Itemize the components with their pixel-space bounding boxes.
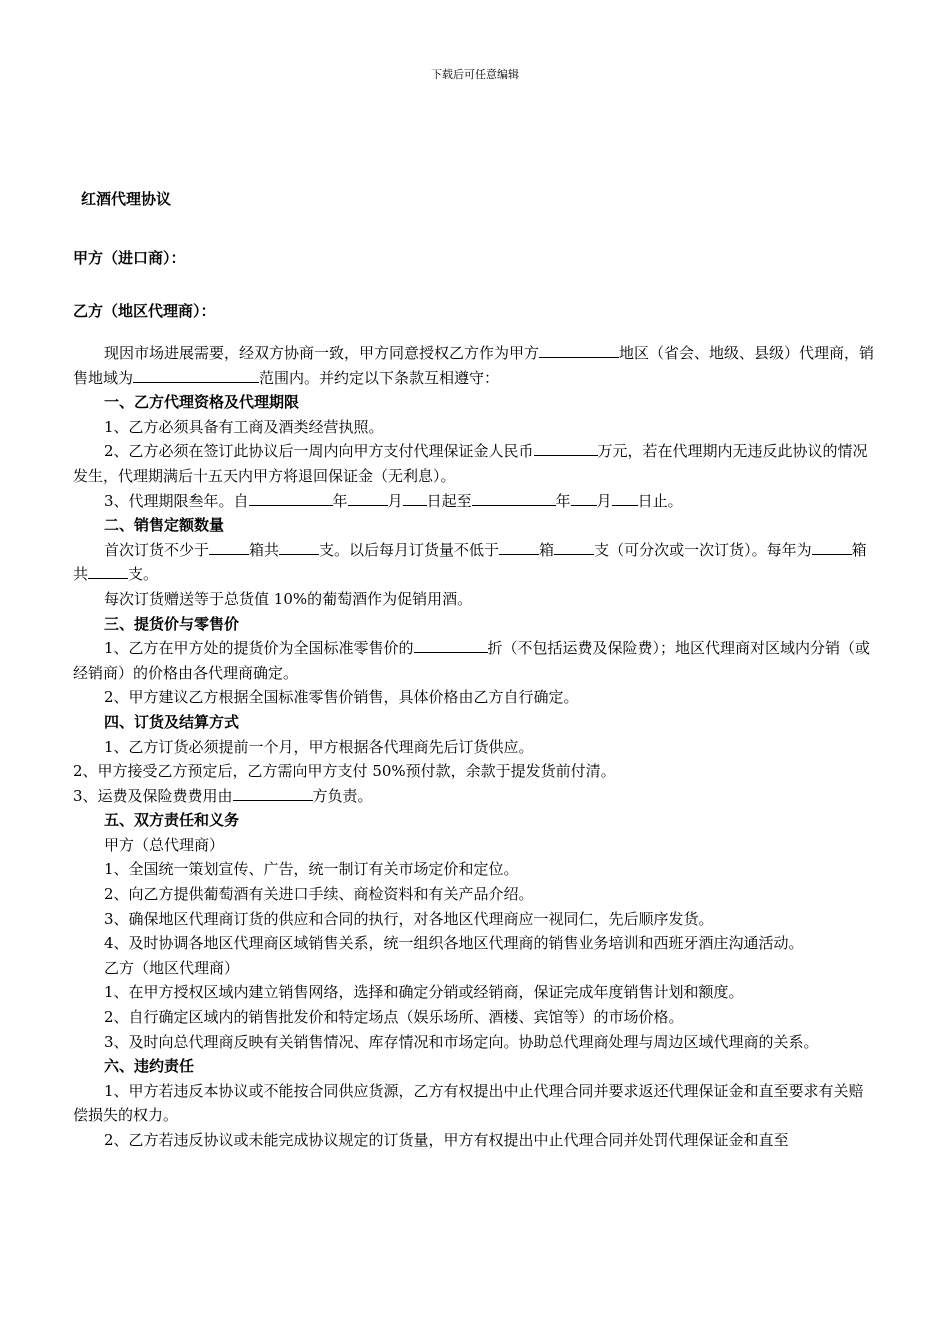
section-2-paragraph-1: [73, 538, 878, 587]
section-2-paragraph-2: 每次订货赠送等于总货值 10%的葡萄酒作为促销用酒。: [104, 589, 473, 608]
document-body: [73, 188, 878, 1153]
s2-text-b: 箱共: [249, 540, 280, 559]
blank-monthly-bottles: [554, 540, 594, 555]
party-a-duty-3: 3、确保地区代理商订货的供应和合同的执行，对各地区代理商应一视同仁，先后顺序发货。: [104, 909, 714, 928]
section-3-item-2: 2、甲方建议乙方根据全国标准零售价销售，具体价格由乙方自行确定。: [104, 688, 579, 707]
blank-end-month: [571, 491, 597, 506]
agreement-text: [73, 341, 878, 1153]
blank-deposit-amount: [534, 441, 598, 456]
blank-yearly-cases: [812, 540, 852, 555]
s1-i3-text-c: 月: [387, 491, 403, 510]
intro-text-1: 现因市场进展需要，经双方协商一致，甲方同意授权乙方作为甲方: [104, 344, 540, 362]
party-b-duty-3: 3、及时向总代理商反映有关销售情况、库存情况和市场定向。协助总代理商处理与周边区域代理商的关系。: [104, 1032, 819, 1051]
blank-yearly-bottles: [88, 564, 128, 579]
document-title: 红酒代理协议: [81, 190, 172, 208]
s2-text-a: 首次订货不少于: [104, 540, 210, 559]
section-6-item-1: 1、甲方若违反本协议或不能按合同供应货源，乙方有权提出中止代理合同并要求返还代理保证金和直至要求有关赔偿损失的权力。: [73, 1081, 864, 1125]
blank-end-day: [612, 491, 638, 506]
section-5-heading: 五、双方责任和义务: [104, 811, 240, 830]
s1-i3-text-g: 日止。: [637, 491, 683, 510]
section-2-heading: 二、销售定额数量: [104, 516, 225, 535]
s1-i3-text-b: 年: [332, 491, 348, 510]
page-header-note: 下载后可任意编辑: [431, 68, 519, 81]
section-3-heading: 三、提货价与零售价: [104, 614, 240, 633]
section-4-item-2: 2、甲方接受乙方预定后，乙方需向甲方支付 50%预付款，余款于提发货前付清。: [73, 762, 616, 781]
blank-freight-party: [233, 786, 313, 801]
s2-text-g: 支。: [128, 565, 159, 584]
s2-text-d: 箱: [539, 540, 555, 559]
section-6-heading: 六、违约责任: [104, 1057, 195, 1076]
blank-first-bottles: [279, 540, 319, 555]
s1-i3-text-e: 年: [555, 491, 571, 510]
s4-i3-text-a: 3、运费及保险费费用由: [73, 786, 233, 805]
blank-start-day: [403, 491, 427, 506]
party-b-duty-2: 2、自行确定区域内的销售批发价和特定场点（娱乐场所、酒楼、宾馆等）的市场价格。: [104, 1008, 684, 1027]
intro-text-2: 地区（省会、地级、县级）代理商，销售地域为: [73, 344, 875, 387]
intro-paragraph: [73, 341, 878, 390]
intro-text-3: 范围内。并约定以下条款互相遵守：: [259, 368, 500, 387]
s1-i2-text-a: 2、乙方必须在签订此协议后一周内向甲方支付代理保证金人民币: [104, 442, 534, 461]
section-1-item-2: [73, 439, 878, 488]
party-a-duty-1: 1、全国统一策划宣传、广告，统一制订有关市场定价和定位。: [104, 860, 519, 879]
blank-start-year: [249, 491, 333, 506]
s2-text-c: 支。以后每月订货量不低于: [319, 540, 500, 559]
party-b-duties-title: 乙方（地区代理商）: [104, 958, 240, 977]
s1-i3-text-f: 月: [596, 491, 612, 510]
section-4-item-1: 1、乙方订货必须提前一个月，甲方根据各代理商先后订货供应。: [104, 737, 534, 756]
party-a-label: 甲方（进口商）：: [73, 249, 186, 267]
party-b-label: 乙方（地区代理商）：: [73, 302, 216, 320]
blank-discount: [414, 638, 488, 653]
blank-first-cases: [209, 540, 249, 555]
party-b-duty-1: 1、在甲方授权区域内建立销售网络，选择和确定分销或经销商，保证完成年度销售计划和额度。: [104, 983, 744, 1002]
s4-i3-text-b: 方负责。: [312, 786, 373, 805]
blank-sales-area: [133, 368, 259, 383]
s1-i3-text-d: 日起至: [426, 491, 472, 510]
section-1-heading: 一、乙方代理资格及代理期限: [104, 393, 300, 412]
party-a-duties-title: 甲方（总代理商）: [104, 835, 225, 854]
s1-i2-text-b: 万元，若在代理期内无违反此协议的情况发生，代理期满后十五天内甲方将退回保证金（无利息）。: [73, 442, 868, 485]
s2-text-f: 箱共: [73, 540, 867, 584]
s3-i1-text-a: 1、乙方在甲方处的提货价为全国标准零售价的: [104, 639, 414, 658]
party-a-duty-2: 2、向乙方提供葡萄酒有关进口手续、商检资料和有关产品介绍。: [104, 885, 534, 904]
section-6-item-2: 2、乙方若违反协议或未能完成协议规定的订货量，甲方有权提出中止代理合同并处罚代理保证金和直至: [104, 1131, 789, 1149]
section-1-item-1: 1、乙方必须具备有工商及酒类经营执照。: [104, 417, 384, 436]
section-3-item-1: [73, 636, 878, 685]
blank-end-year: [472, 491, 556, 506]
section-4-heading: 四、订货及结算方式: [104, 712, 240, 731]
section-1-item-3: [73, 489, 878, 514]
section-4-item-3: [73, 784, 878, 809]
blank-monthly-cases: [499, 540, 539, 555]
s3-i1-text-b: 折（不包括运费及保险费）；地区代理商对区域内分销（或经销商）的价格由各代理商确定。: [73, 639, 871, 682]
s2-text-e: 支（可分次或一次订货）。每年为: [594, 540, 812, 559]
blank-start-month: [348, 491, 388, 506]
blank-region: [539, 343, 619, 358]
party-a-duty-4: 4、及时协调各地区代理商区域销售关系，统一组织各地区代理商的销售业务培训和西班牙酒庄沟通活动。: [104, 934, 804, 953]
s1-i3-text-a: 3、代理期限叁年。自: [104, 491, 249, 510]
